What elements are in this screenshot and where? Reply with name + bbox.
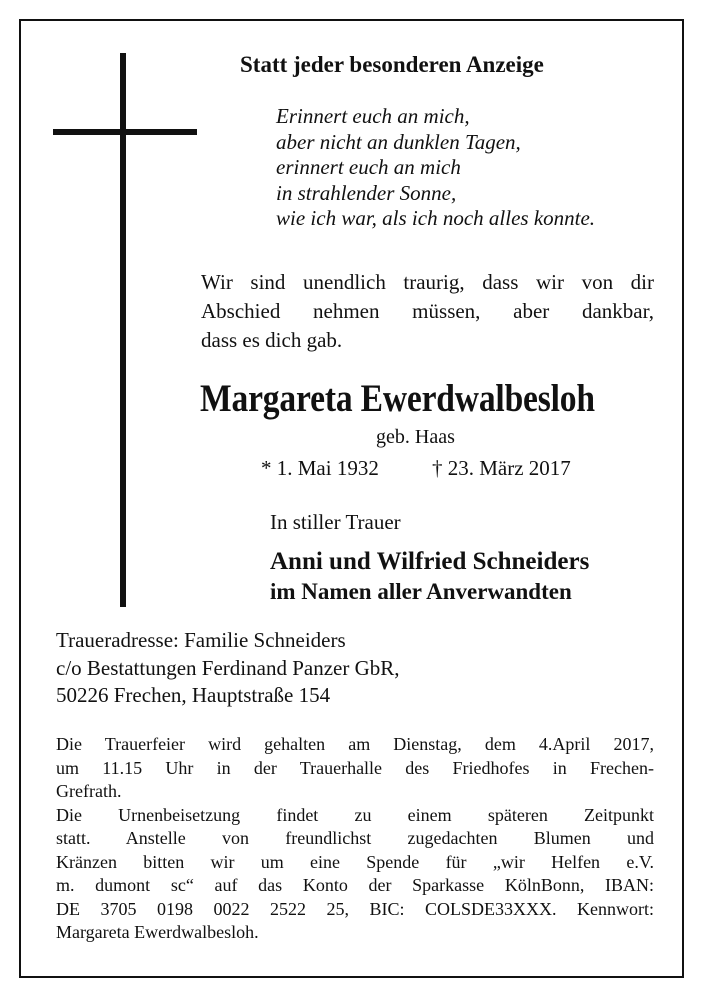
deceased-name: Margareta Ewerdwalbesloh: [200, 377, 595, 420]
info-line: Die Urnenbeisetzung findet zu einem späteren Zeitpunkt: [56, 804, 654, 825]
poem-line: erinnert euch an mich: [276, 155, 461, 179]
intro-line: dass es dich gab.: [201, 328, 343, 352]
info-line: Kränzen bitten wir um eine Spende für „wir Helfen e.V.: [56, 851, 654, 872]
maiden-name: geb. Haas: [376, 426, 455, 448]
intro-text: [201, 268, 654, 355]
mourners-line: Anni und Wilfried Schneiders: [270, 548, 590, 575]
cross-icon-bar: [53, 129, 197, 135]
info-line: um 11.15 Uhr in der Trauerhalle des Friedhofes in Frechen-: [56, 757, 654, 778]
intro-line: Abschied nehmen müssen, aber dankbar,: [201, 299, 654, 323]
mourning-phrase: In stiller Trauer: [270, 510, 401, 534]
mourners-line: im Namen aller Anverwandten: [270, 579, 572, 604]
info-line: DE 3705 0198 0022 2522 25, BIC: COLSDE33XXX. Kennwort:: [56, 898, 654, 919]
info-line: Margareta Ewerdwalbesloh.: [56, 922, 259, 942]
death-date: † 23. März 2017: [432, 456, 571, 480]
info-line: statt. Anstelle von freundlichst zugedachten Blumen und: [56, 828, 654, 848]
address-line: Traueradresse: Familie Schneiders: [56, 628, 346, 652]
info-line: m. dumont sc“ auf das Konto der Sparkasse KölnBonn, IBAN:: [56, 875, 654, 895]
poem-line: aber nicht an dunklen Tagen,: [276, 129, 521, 154]
info-line: Grefrath.: [56, 781, 122, 801]
mourning-address: [56, 627, 400, 710]
intro-line: Wir sind unendlich traurig, dass wir von dir: [201, 270, 654, 294]
poem-line: wie ich war, als ich noch alles konnte.: [276, 206, 596, 230]
poem-line: in strahlender Sonne,: [276, 180, 457, 205]
birth-date: * 1. Mai 1932: [261, 456, 379, 480]
cross-icon: [120, 53, 126, 607]
info-line: Die Trauerfeier wird gehalten am Dienstag, dem 4.April 2017,: [56, 734, 654, 754]
notice-heading: Statt jeder besonderen Anzeige: [240, 52, 544, 77]
poem: [276, 104, 595, 232]
address-line: c/o Bestattungen Ferdinand Panzer GbR,: [56, 655, 400, 680]
mourners: [270, 547, 589, 607]
funeral-info: [56, 733, 654, 945]
poem-line: Erinnert euch an mich,: [276, 104, 470, 128]
address-line: 50226 Frechen, Hauptstraße 154: [56, 683, 331, 707]
